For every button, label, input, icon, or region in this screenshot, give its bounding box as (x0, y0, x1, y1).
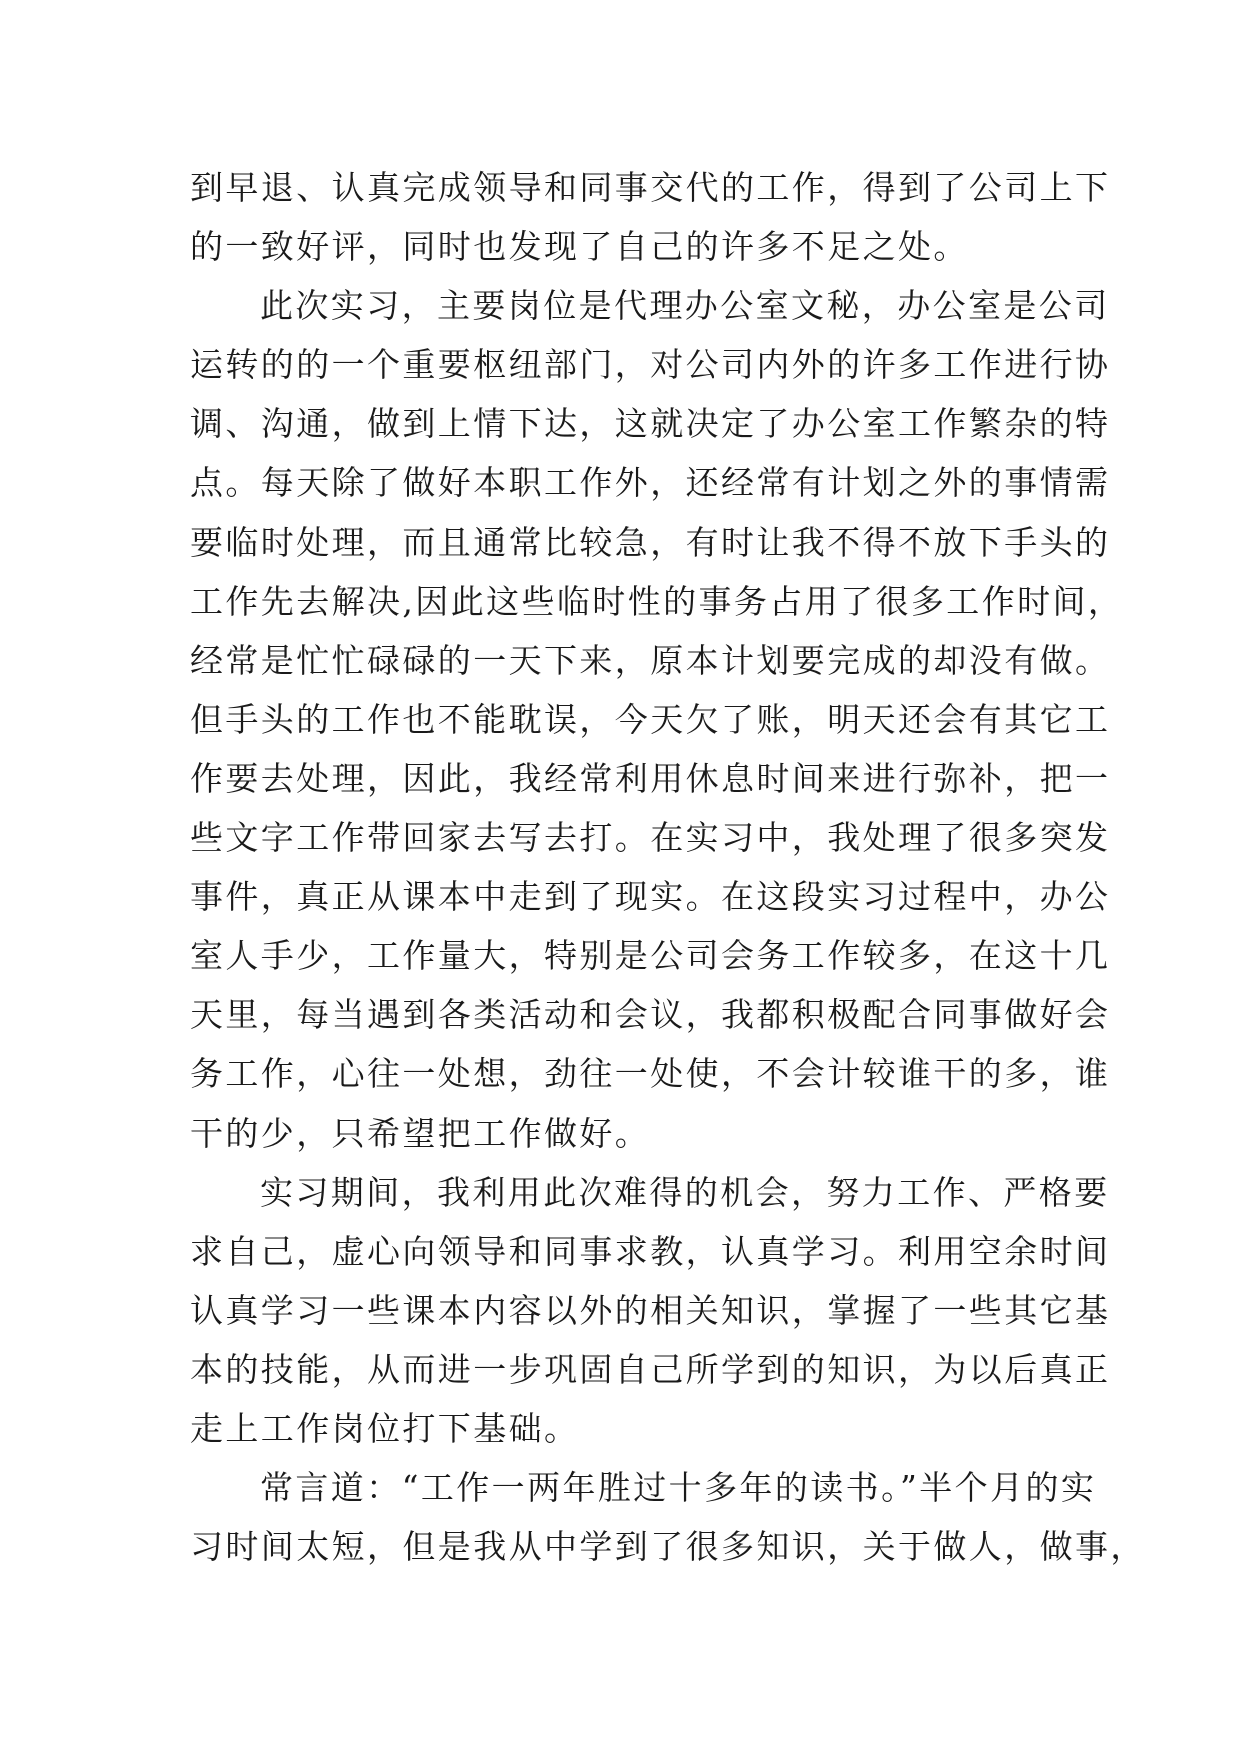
text-line: 本的技能，从而进一步巩固自己所学到的知识，为以后真正 (190, 1349, 1111, 1389)
text-line: 的一致好评，同时也发现了自己的许多不足之处。 (190, 227, 969, 267)
text-line: 点。每天除了做好本职工作外，还经常有计划之外的事情需 (190, 463, 1111, 503)
text-line: 到早退、认真完成领导和同事交代的工作，得到了公司上下 (190, 168, 1111, 207)
text-line: 要临时处理，而且通常比较急，有时让我不得不放下手头的 (190, 522, 1111, 562)
text-line: 认真学习一些课本内容以外的相关知识，掌握了一些其它基 (190, 1290, 1111, 1330)
text-line: 些文字工作带回家去写去打。在实习中，我处理了很多突发 (190, 818, 1111, 858)
text-line: 作要去处理，因此，我经常利用休息时间来进行弥补，把一 (190, 758, 1111, 798)
paragraph-start-line: 常言道：“工作一两年胜过十多年的读书。”半个月的实 (260, 1468, 1097, 1508)
body-text (190, 158, 1146, 1576)
paragraph-start-line: 实习期间，我利用此次难得的机会，努力工作、严格要 (260, 1172, 1110, 1212)
text-line: 天里，每当遇到各类活动和会议，我都积极配合同事做好会 (190, 995, 1111, 1035)
text-line: 习时间太短，但是我从中学到了很多知识，关于做人，做事， (190, 1527, 1146, 1567)
text-line: 但手头的工作也不能耽误，今天欠了账，明天还会有其它工 (190, 699, 1111, 739)
text-line: 求自己，虚心向领导和同事求教，认真学习。利用空余时间 (190, 1231, 1111, 1271)
paragraph-start-line: 此次实习，主要岗位是代理办公室文秘，办公室是公司 (260, 286, 1110, 326)
text-line: 务工作，心往一处想，劲往一处使，不会计较谁干的多，谁 (190, 1054, 1111, 1094)
text-line: 走上工作岗位打下基础。 (190, 1408, 580, 1448)
text-line: 运转的的一个重要枢纽部门，对公司内外的许多工作进行协 (190, 345, 1111, 385)
text-line: 干的少，只希望把工作做好。 (190, 1113, 651, 1153)
text-line: 调、沟通，做到上情下达，这就决定了办公室工作繁杂的特 (190, 404, 1111, 444)
text-line: 工作先去解决,因此这些临时性的事务占用了很多工作时间， (190, 581, 1124, 621)
text-line: 经常是忙忙碌碌的一天下来，原本计划要完成的却没有做。 (190, 640, 1111, 680)
text-line: 事件，真正从课本中走到了现实。在这段实习过程中，办公 (190, 877, 1111, 917)
text-line: 室人手少，工作量大，特别是公司会务工作较多，在这十几 (190, 936, 1111, 976)
